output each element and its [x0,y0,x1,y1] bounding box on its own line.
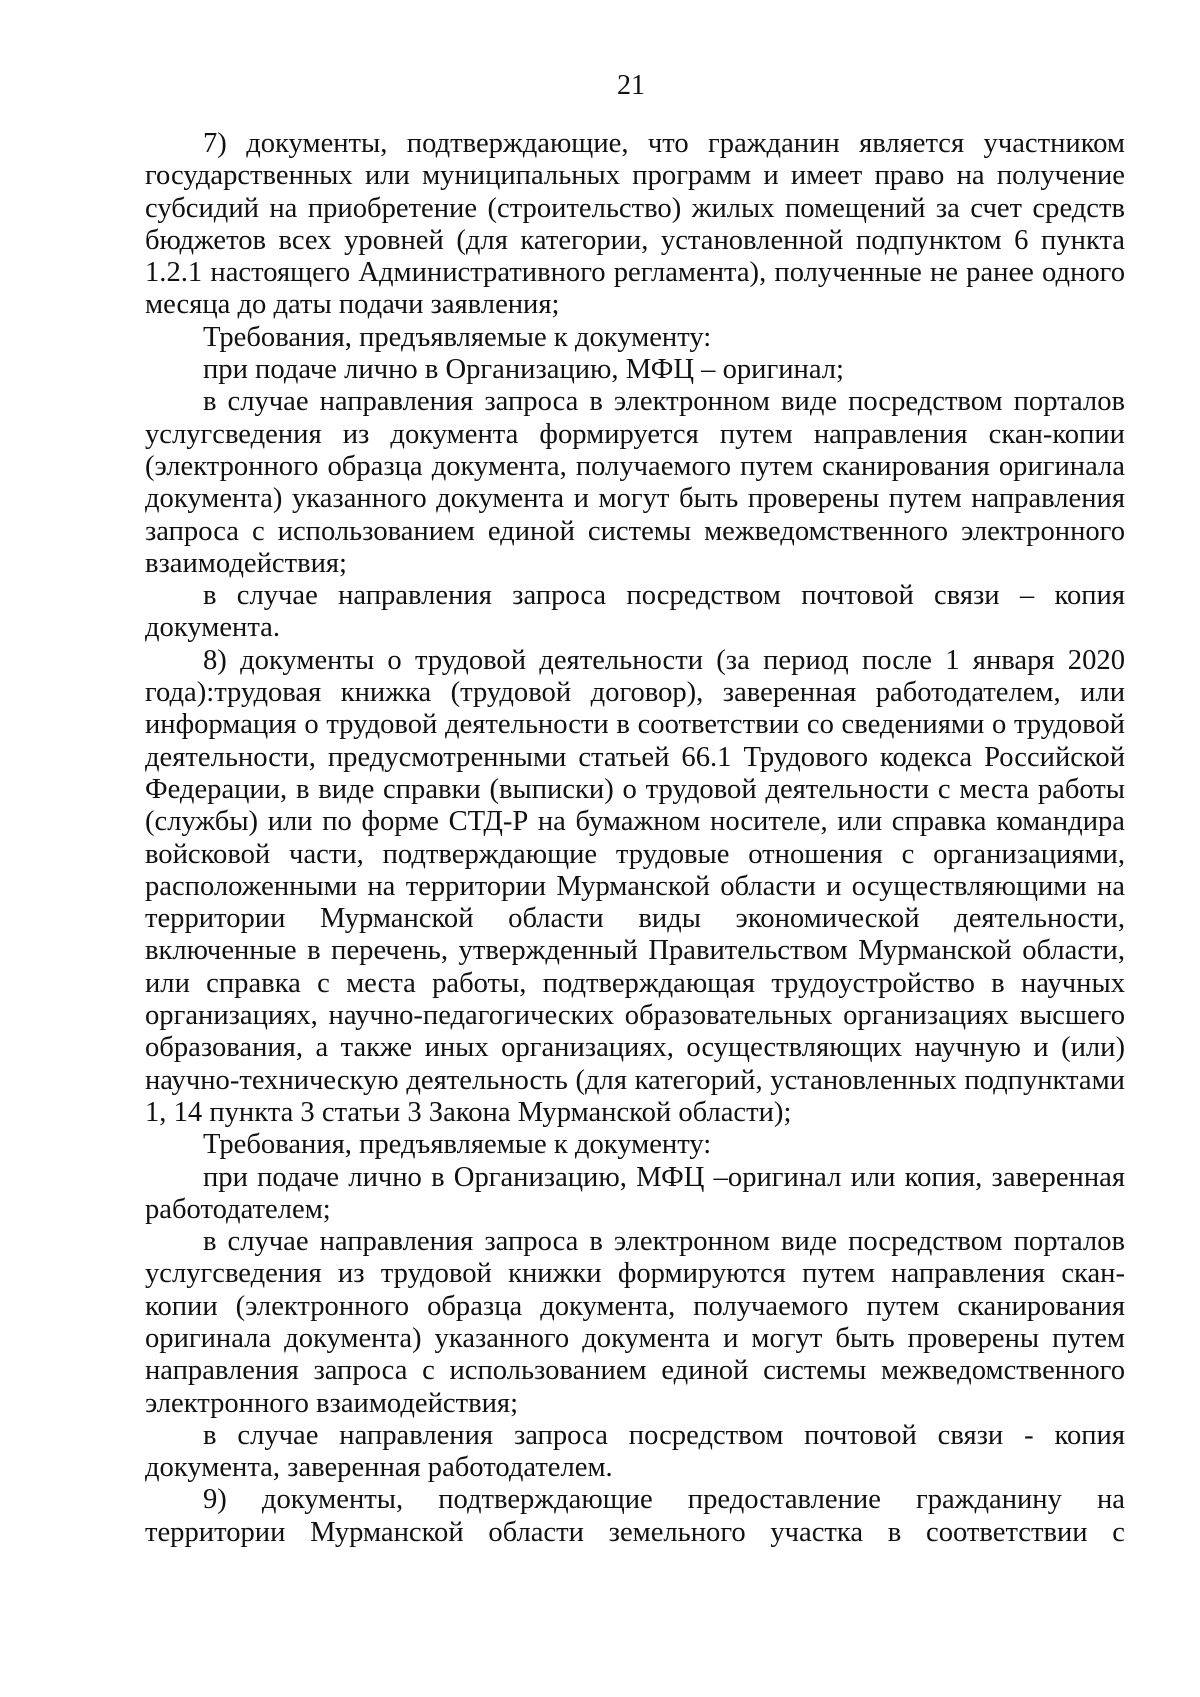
page-number: 21 [617,70,645,101]
document-body [145,128,1125,1549]
paragraph-in-person-submission: при подаче лично в Организацию, МФЦ – оригинал; [203,354,844,386]
paragraph-item-9: 9) документы, подтверждающие предоставление гражданину на территории Мурманской области земельного участка в соответствии с [145,1484,1125,1548]
paragraph-in-person-submission: при подаче лично в Организацию, МФЦ –оригинал или копия, заверенная работодателем; [145,1161,1125,1225]
paragraph-postal-submission: в случае направления запроса посредством почтовой связи – копия документа. [145,580,1125,644]
paragraph-requirements-heading: Требования, предъявляемые к документу: [203,1129,712,1161]
paragraph-item-7: 7) документы, подтверждающие, что гражданин является участником государственных или муниципальных программ и имеет право на получение субсидий на приобретение (строительство) жилых помещений за счет средств бюджетов всех уровней (для категории, установленной подпунктом 6 пункта 1.2.1 настоящего Административного регламента), полученные не ранее одного месяца до даты подачи заявления; [145,128,1125,321]
paragraph-postal-submission: в случае направления запроса посредством почтовой связи - копия документа, заверенная работодателем. [145,1419,1125,1484]
paragraph-item-8: 8) документы о трудовой деятельности (за период после 1 января 2020 года):трудовая книжка (трудовой договор), заверенная работодателем, или информация о трудовой деятельности в соответствии со сведениями о трудовой деятельности, предусмотренными статьей 66.1 Трудового кодекса Российской Федерации, в виде справки (выписки) о трудовой деятельности с места работы (службы) или по форме СТД-Р на бумажном носителе, или справка командира войсковой части, подтверждающие трудовые отношения с организациями, расположенными на территории Мурманской области и осуществляющими на территории Мурманской области виды экономической деятельности, включенные в перечень, утвержденный Правительством Мурманской области, или справка с места работы, подтверждающая трудоустройство в научных организациях, научно-педагогических образовательных организациях высшего образования, а также иных организациях, осуществляющих научную и (или) научно-техническую деятельность (для категорий, установленных подпунктами 1, 14 пункта 3 статьи 3 Закона Мурманской области); [145,644,1125,1128]
paragraph-electronic-submission: в случае направления запроса в электронном виде посредством порталов услугсведения из трудовой книжки формируются путем направления скан-копии (электронного образца документа, получаемого путем сканирования оригинала документа) указанного документа и могут быть проверены путем направления запроса с использованием единой системы межведомственного электронного взаимодействия; [145,1226,1125,1419]
paragraph-electronic-submission: в случае направления запроса в электронном виде посредством порталов услугсведения из документа формируется путем направления скан-копии (электронного образца документа, получаемого путем сканирования оригинала документа) указанного документа и могут быть проверены путем направления запроса с использованием единой системы межведомственного электронного взаимодействия; [145,386,1125,579]
paragraph-requirements-heading: Требования, предъявляемые к документу: [203,321,712,353]
